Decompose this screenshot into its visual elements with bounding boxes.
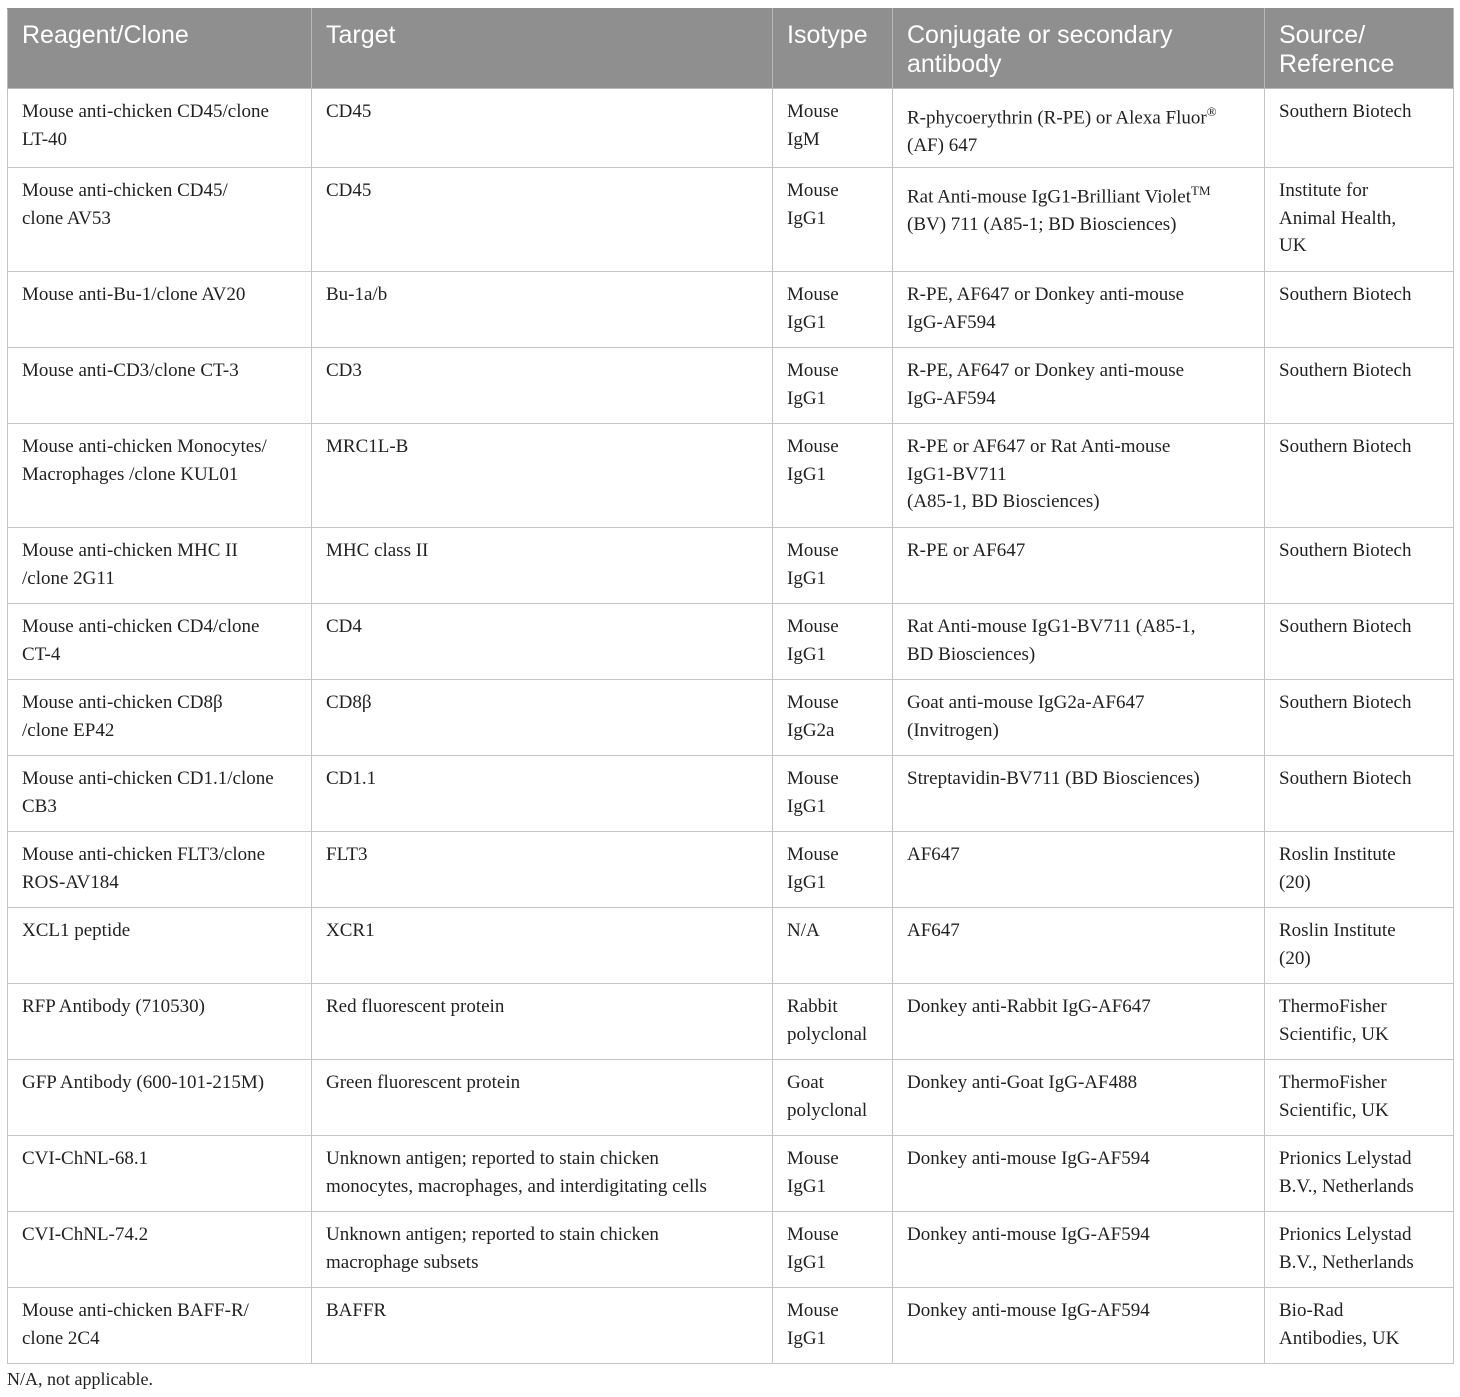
cell-source: ThermoFisher Scientific, UK [1265,984,1454,1060]
cell-isotype: Mouse IgG2a [773,680,893,756]
cell-conjugate: Rat Anti-mouse IgG1-BV711 (A85-1, BD Biosciences) [893,604,1265,680]
cell-source: Southern Biotech [1265,604,1454,680]
cell-conjugate: Donkey anti-Rabbit IgG-AF647 [893,984,1265,1060]
cell-conjugate: AF647 [893,908,1265,984]
cell-target: Unknown antigen; reported to stain chicken monocytes, macrophages, and interdigitating cells [312,1136,773,1212]
cell-isotype: Goat polyclonal [773,1060,893,1136]
cell-reagent-clone: Mouse anti-chicken CD45/clone LT-40 [8,89,312,168]
table-row [8,1288,1454,1364]
cell-reagent-clone: XCL1 peptide [8,908,312,984]
cell-reagent-clone: Mouse anti-Bu-1/clone AV20 [8,272,312,348]
cell-source: Southern Biotech [1265,528,1454,604]
cell-reagent-clone: Mouse anti-CD3/clone CT-3 [8,348,312,424]
table-row [8,1136,1454,1212]
cell-reagent-clone: GFP Antibody (600-101-215M) [8,1060,312,1136]
superscript-mark: TM [1191,183,1211,199]
cell-conjugate: R-phycoerythrin (R-PE) or Alexa Fluor® (AF) 647 [893,89,1265,168]
cell-reagent-clone: Mouse anti-chicken FLT3/clone ROS-AV184 [8,832,312,908]
cell-conjugate: Rat Anti-mouse IgG1-Brilliant Violet™ (BV) 711 (A85-1; BD Biosciences) [893,168,1265,272]
cell-target: CD45 [312,168,773,272]
cell-reagent-clone: RFP Antibody (710530) [8,984,312,1060]
cell-isotype: Mouse IgG1 [773,1212,893,1288]
cell-reagent-clone: CVI-ChNL-68.1 [8,1136,312,1212]
table-row [8,832,1454,908]
cell-source: Bio-Rad Antibodies, UK [1265,1288,1454,1364]
table-row [8,1212,1454,1288]
cell-isotype: Mouse IgG1 [773,168,893,272]
cell-target: MHC class II [312,528,773,604]
table-row [8,424,1454,528]
cell-isotype: N/A [773,908,893,984]
table-footnote: N/A, not applicable. [7,1369,153,1389]
cell-source: Southern Biotech [1265,348,1454,424]
cell-source: Southern Biotech [1265,680,1454,756]
cell-conjugate: Streptavidin-BV711 (BD Biosciences) [893,756,1265,832]
cell-reagent-clone: Mouse anti-chicken CD8β /clone EP42 [8,680,312,756]
column-header-reagent-clone: Reagent/Clone [8,9,312,89]
cell-source: ThermoFisher Scientific, UK [1265,1060,1454,1136]
cell-isotype: Mouse IgG1 [773,528,893,604]
cell-conjugate: R-PE, AF647 or Donkey anti-mouse IgG-AF594 [893,272,1265,348]
table-row [8,1060,1454,1136]
cell-source: Roslin Institute (20) [1265,832,1454,908]
cell-conjugate: AF647 [893,832,1265,908]
cell-reagent-clone: Mouse anti-chicken CD45/ clone AV53 [8,168,312,272]
column-header-target: Target [312,9,773,89]
superscript-mark: ® [1206,104,1217,119]
cell-target: CD4 [312,604,773,680]
column-header-source: Source/ Reference [1265,9,1454,89]
cell-source: Southern Biotech [1265,424,1454,528]
column-header-conjugate: Conjugate or secondary antibody [893,9,1265,89]
cell-source: Institute for Animal Health, UK [1265,168,1454,272]
table-row [8,168,1454,272]
cell-reagent-clone: Mouse anti-chicken MHC II /clone 2G11 [8,528,312,604]
cell-source: Southern Biotech [1265,272,1454,348]
cell-isotype: Rabbit polyclonal [773,984,893,1060]
cell-source: Roslin Institute (20) [1265,908,1454,984]
cell-isotype: Mouse IgG1 [773,1288,893,1364]
table-row [8,604,1454,680]
cell-conjugate: Donkey anti-Goat IgG-AF488 [893,1060,1265,1136]
cell-source: Prionics Lelystad B.V., Netherlands [1265,1136,1454,1212]
cell-isotype: Mouse IgG1 [773,756,893,832]
cell-reagent-clone: Mouse anti-chicken CD4/clone CT-4 [8,604,312,680]
cell-conjugate: R-PE or AF647 or Rat Anti-mouse IgG1-BV711 (A85-1, BD Biosciences) [893,424,1265,528]
table-row [8,89,1454,168]
cell-isotype: Mouse IgG1 [773,272,893,348]
cell-isotype: Mouse IgG1 [773,424,893,528]
cell-isotype: Mouse IgG1 [773,1136,893,1212]
cell-target: CD1.1 [312,756,773,832]
cell-target: Unknown antigen; reported to stain chicken macrophage subsets [312,1212,773,1288]
cell-target: CD45 [312,89,773,168]
cell-conjugate: R-PE or AF647 [893,528,1265,604]
cell-conjugate: Donkey anti-mouse IgG-AF594 [893,1288,1265,1364]
cell-target: Red fluorescent protein [312,984,773,1060]
header-row [8,9,1454,89]
cell-target: BAFFR [312,1288,773,1364]
cell-conjugate: R-PE, AF647 or Donkey anti-mouse IgG-AF594 [893,348,1265,424]
cell-target: MRC1L-B [312,424,773,528]
cell-target: CD8β [312,680,773,756]
cell-reagent-clone: CVI-ChNL-74.2 [8,1212,312,1288]
table-row [8,348,1454,424]
cell-target: Bu-1a/b [312,272,773,348]
table-body [8,89,1454,1364]
cell-target: CD3 [312,348,773,424]
cell-isotype: Mouse IgG1 [773,604,893,680]
cell-target: FLT3 [312,832,773,908]
cell-source: Southern Biotech [1265,89,1454,168]
cell-source: Prionics Lelystad B.V., Netherlands [1265,1212,1454,1288]
cell-conjugate: Donkey anti-mouse IgG-AF594 [893,1212,1265,1288]
cell-isotype: Mouse IgG1 [773,832,893,908]
cell-target: Green fluorescent protein [312,1060,773,1136]
cell-reagent-clone: Mouse anti-chicken BAFF-R/ clone 2C4 [8,1288,312,1364]
table-row [8,908,1454,984]
cell-reagent-clone: Mouse anti-chicken Monocytes/ Macrophages /clone KUL01 [8,424,312,528]
cell-reagent-clone: Mouse anti-chicken CD1.1/clone CB3 [8,756,312,832]
table-row [8,272,1454,348]
reagent-table [7,8,1454,1364]
table-header [8,9,1454,89]
cell-isotype: Mouse IgM [773,89,893,168]
reagent-table-container [7,8,1453,1364]
cell-target: XCR1 [312,908,773,984]
cell-isotype: Mouse IgG1 [773,348,893,424]
cell-conjugate: Donkey anti-mouse IgG-AF594 [893,1136,1265,1212]
column-header-isotype: Isotype [773,9,893,89]
cell-source: Southern Biotech [1265,756,1454,832]
table-row [8,528,1454,604]
cell-conjugate: Goat anti-mouse IgG2a-AF647 (Invitrogen) [893,680,1265,756]
table-row [8,680,1454,756]
table-row [8,756,1454,832]
table-row [8,984,1454,1060]
